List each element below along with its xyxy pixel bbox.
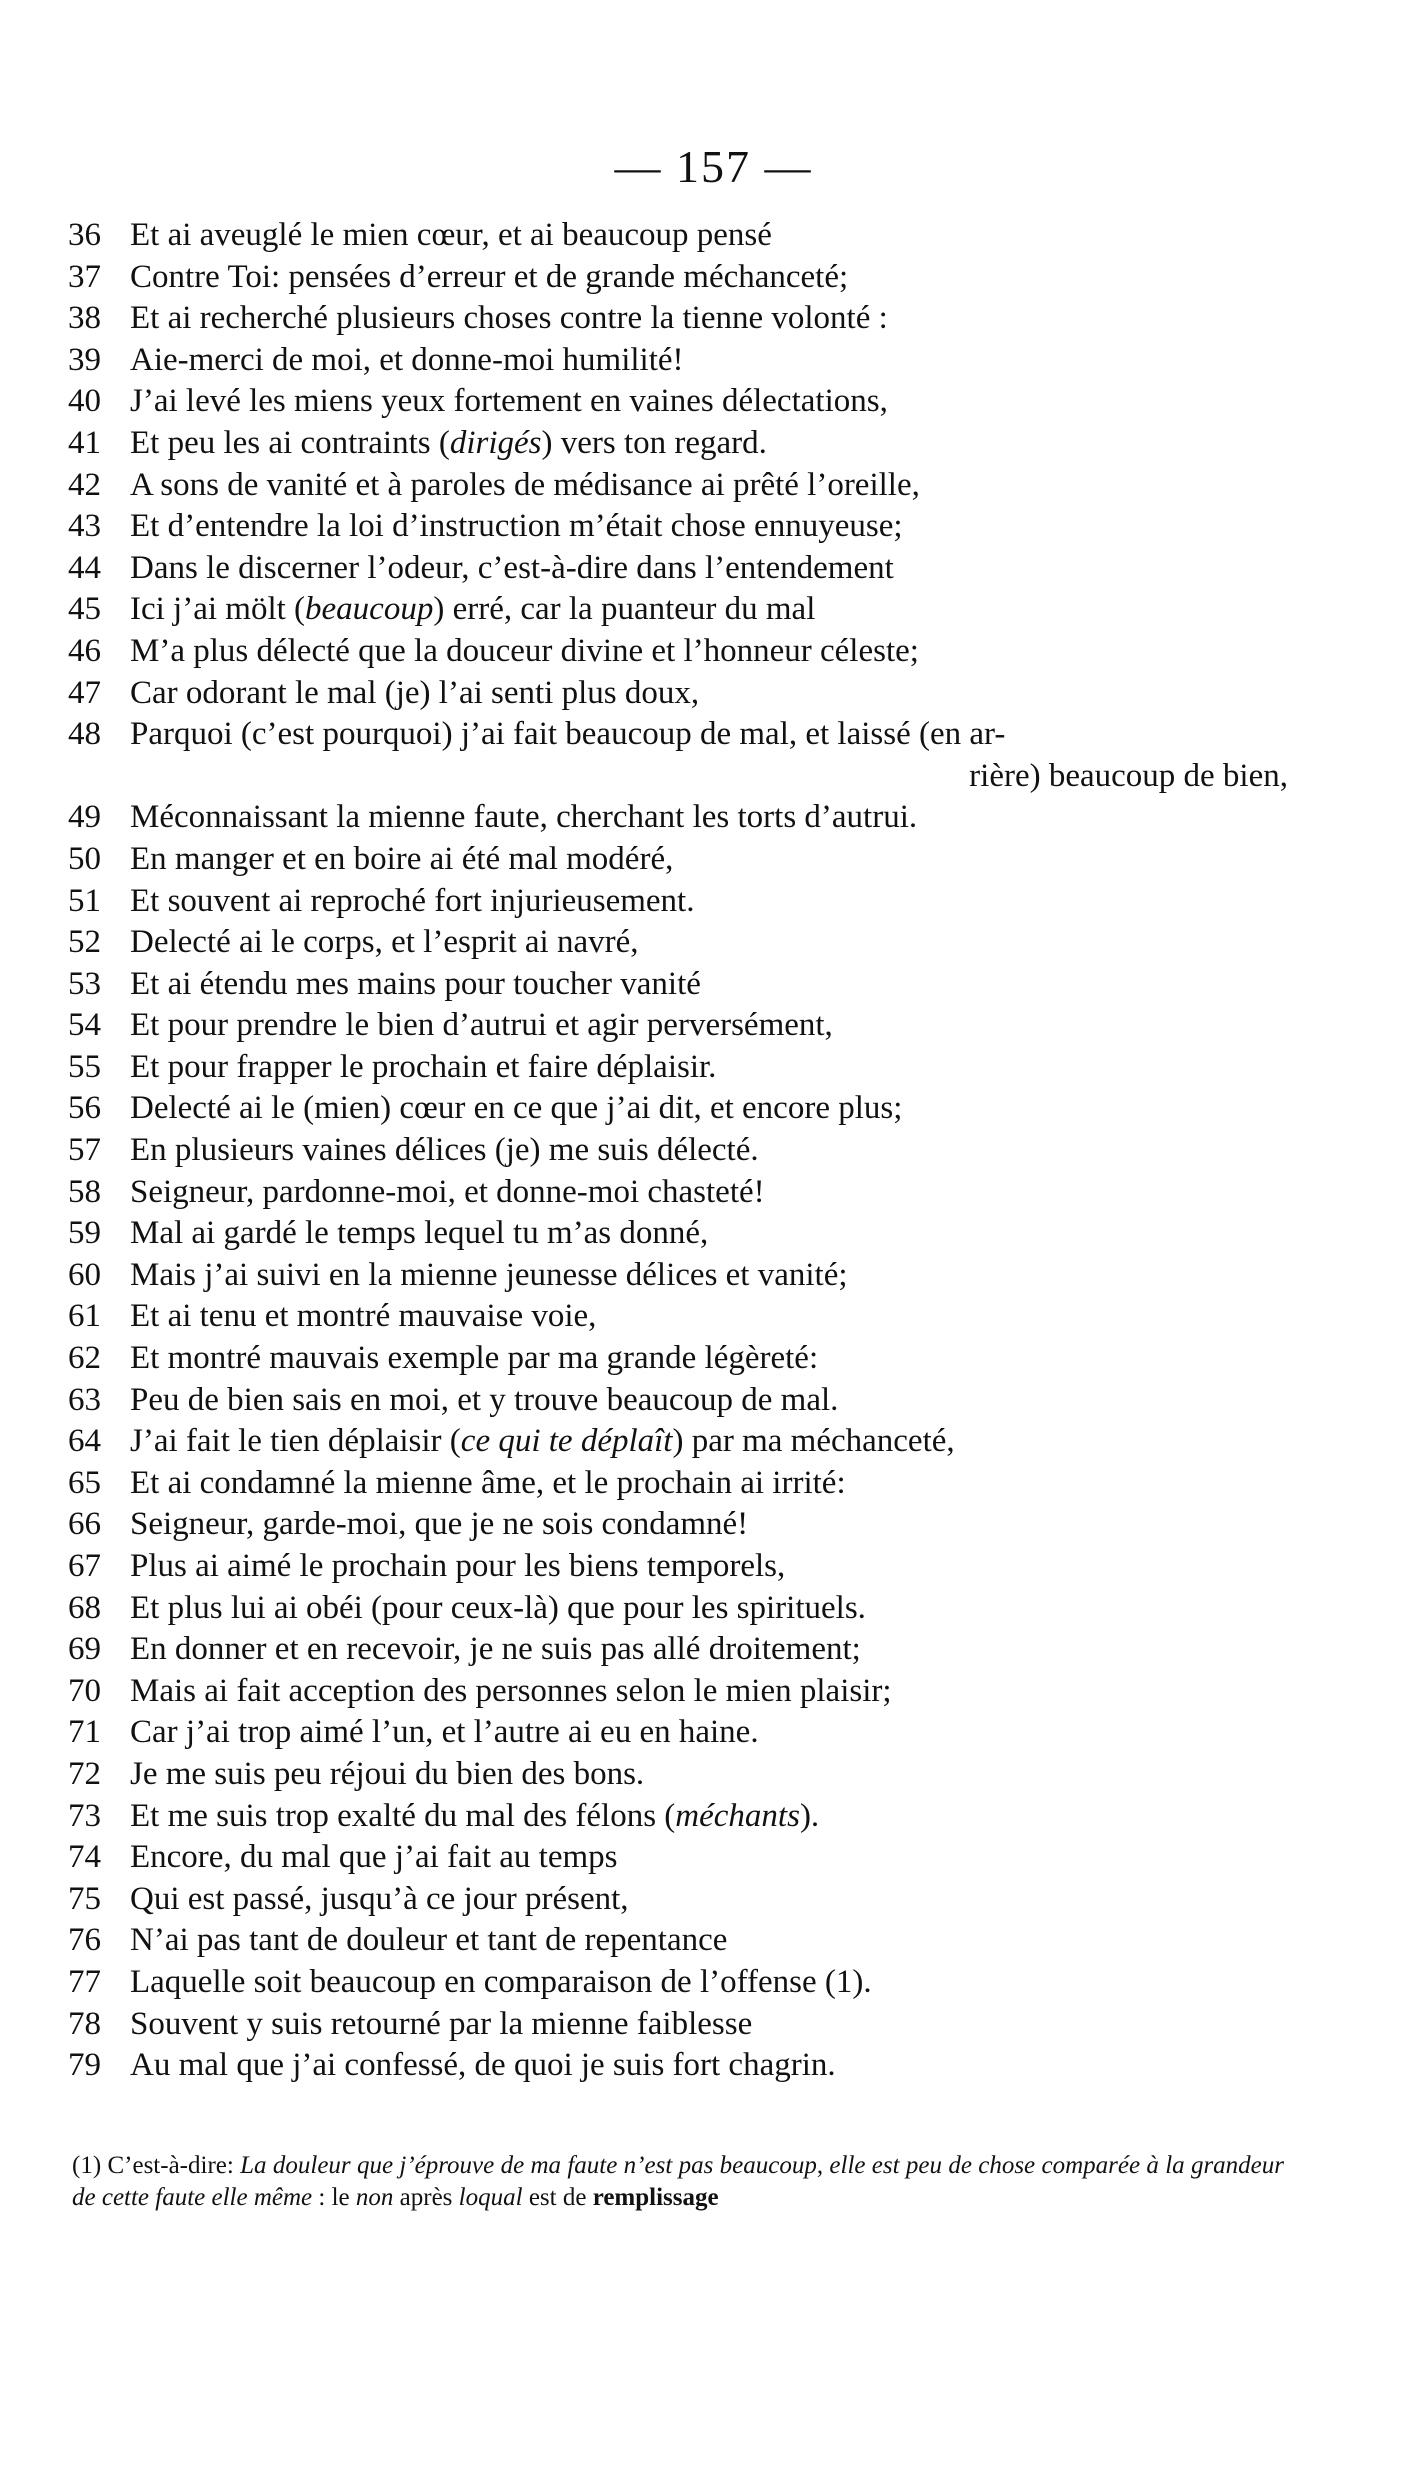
verse-text: [130, 1047, 1288, 1089]
verse-text-part: Méconnaissant la mienne faute, cherchant les torts d’autrui.: [130, 799, 918, 836]
verse-text: [130, 1671, 1288, 1713]
verse-number: 77: [68, 1963, 101, 2000]
verse-list: [68, 215, 1288, 2087]
verse-text-part: Plus ai aimé le prochain pour les biens temporels,: [130, 1548, 786, 1584]
verse-text: [130, 1754, 1288, 1796]
verse-gloss: beaucoup: [305, 591, 434, 628]
footnote-italic-2: elle est peu de chose comparée à la grandeur de cette faute elle même: [72, 2152, 1285, 2211]
verse-text-part: Seigneur, pardonne-moi, et donne-moi chasteté!: [130, 1173, 765, 1210]
verse-line: [68, 1172, 1288, 1214]
verse-text-part: Seigneur, garde-moi, que je ne sois condamné!: [130, 1506, 749, 1543]
verse-number: 69: [68, 1631, 101, 1668]
verse-text: [130, 423, 1288, 465]
verse-line: [68, 1796, 1288, 1838]
verse-text-part: Laquelle soit beaucoup en comparaison de l’offense (1).: [130, 1963, 872, 2000]
footnote-sep-2: : le: [318, 2184, 350, 2211]
footnote-sep-1: ,: [816, 2152, 824, 2179]
footnote-bold: remplissage: [592, 2184, 719, 2211]
verse-text-part: Delecté ai le corps, et l’esprit ai navré,: [130, 924, 639, 961]
verse-text: [130, 1588, 1288, 1630]
verse-text-part: Et ai étendu mes mains pour toucher vanité: [130, 965, 701, 1002]
verse-line: [68, 381, 1288, 423]
verse-text: [130, 298, 1288, 340]
verse-text-part: Souvent y suis retourné par la mienne faiblesse: [130, 2005, 753, 2042]
verse-text-part: Et souvent ai reproché fort injurieusement.: [130, 882, 695, 919]
footnote-marker: (1): [72, 2152, 102, 2179]
verse-number: 41: [68, 424, 101, 461]
verse-text-part: Et pour frapper le prochain et faire déplaisir.: [130, 1048, 717, 1085]
verse-text: [130, 1421, 1288, 1463]
verse-text-part: ).: [799, 1797, 820, 1834]
verse-line: [68, 1047, 1288, 1089]
verse-number: 74: [68, 1839, 101, 1876]
verse-number: 72: [68, 1755, 101, 1792]
verse-line: [68, 797, 1288, 839]
verse-text-part: Et ai aveuglé le mien cœur, et ai beaucoup pensé: [130, 217, 772, 253]
verse-text: [130, 1962, 1288, 2004]
verse-number: 60: [68, 1256, 101, 1293]
verse-text-part: Au mal que j’ai confessé, de quoi je suis fort chagrin.: [130, 2047, 836, 2084]
verse-text: [130, 506, 1288, 548]
verse-line: [68, 423, 1288, 465]
verse-text: [130, 1463, 1288, 1505]
verse-line: [68, 1130, 1288, 1172]
verse-text-part: rière) beaucoup de bien,: [969, 757, 1288, 794]
verse-text: [130, 1380, 1288, 1422]
verse-text-part: Ici j’ai mölt (: [130, 591, 306, 628]
verse-text-part: En manger et en boire ai été mal modéré,: [130, 840, 674, 877]
verse-text-part: ) par ma méchanceté,: [672, 1423, 955, 1460]
verse-text-part: A sons de vanité et à paroles de médisance ai prêté l’oreille,: [130, 466, 920, 503]
footnote-italic-1: La douleur que j’éprouve de ma faute n’est pas beaucoup: [240, 2152, 817, 2179]
verse-text-part: Mais ai fait acception des personnes selon le mien plaisir;: [130, 1672, 892, 1709]
verse-number: 64: [68, 1423, 101, 1460]
verse-text-part: Et ai recherché plusieurs choses contre la tienne volonté :: [130, 300, 888, 337]
verse-text-part: Et ai tenu et montré mauvaise voie,: [130, 1298, 597, 1335]
verse-number: 63: [68, 1381, 101, 1418]
verse-text: [130, 1920, 1288, 1962]
verse-text: [130, 1296, 1288, 1338]
verse-number: 70: [68, 1672, 101, 1709]
verse-text: [130, 340, 1288, 382]
footnote-sep-3: après: [399, 2184, 453, 2211]
verse-line: [68, 922, 1288, 964]
verse-line: [68, 631, 1288, 673]
verse-text: [130, 215, 1288, 257]
verse-text: [130, 2004, 1288, 2046]
verse-text: [130, 1088, 1288, 1130]
verse-text-part: J’ai levé les miens yeux fortement en vaines délectations,: [130, 383, 888, 420]
verse-text: [130, 2045, 1288, 2087]
verse-text-part: Et peu les ai contraints (: [130, 424, 450, 461]
verse-line: [68, 1671, 1288, 1713]
verse-text: [130, 964, 1288, 1006]
verse-text: [130, 1213, 1288, 1255]
verse-text: [130, 839, 1288, 881]
footnote-italic-3: non: [355, 2184, 394, 2211]
verse-number: 78: [68, 2005, 101, 2042]
verse-text: [130, 714, 1288, 756]
verse-text-part: ) erré, car la puanteur du mal: [433, 591, 816, 628]
verse-text: [130, 548, 1288, 590]
verse-text: [130, 1546, 1288, 1588]
verse-number: 44: [68, 549, 101, 586]
verse-number: 73: [68, 1797, 101, 1834]
verse-text: [130, 1338, 1288, 1380]
verse-line: [68, 1088, 1288, 1130]
verse-number: 37: [68, 258, 101, 295]
verse-number: 66: [68, 1506, 101, 1543]
verse-text: [130, 1629, 1288, 1671]
verse-text: [130, 589, 1288, 631]
verse-text: [130, 1879, 1288, 1921]
verse-text-part: Et montré mauvais exemple par ma grande légèreté:: [130, 1340, 819, 1377]
verse-text-part: Et pour prendre le bien d’autrui et agir perversément,: [130, 1007, 833, 1044]
verse-text-part: Et me suis trop exalté du mal des félons (: [130, 1797, 676, 1834]
footnote: [72, 2150, 1284, 2214]
verse-number: 40: [68, 383, 101, 420]
verse-line: [68, 714, 1288, 756]
verse-text-part: Contre Toi: pensées d’erreur et de grande méchanceté;: [130, 258, 849, 295]
verse-line: [68, 1005, 1288, 1047]
verse-line: [68, 1213, 1288, 1255]
verse-text-part: J’ai fait le tien déplaisir (: [130, 1423, 461, 1460]
verse-text-part: Je me suis peu réjoui du bien des bons.: [130, 1755, 645, 1792]
verse-number: 50: [68, 840, 101, 877]
verse-text-part: ) vers ton regard.: [541, 424, 767, 461]
verse-number: 38: [68, 300, 101, 337]
verse-text: [130, 1837, 1288, 1879]
verse-line: [68, 1255, 1288, 1297]
verse-number: 68: [68, 1589, 101, 1626]
verse-number: 52: [68, 924, 101, 961]
verse-line-continuation: [68, 756, 1288, 798]
verse-line: [68, 340, 1288, 382]
verse-number: 61: [68, 1298, 101, 1335]
verse-line: [68, 1338, 1288, 1380]
verse-number: 56: [68, 1090, 101, 1127]
verse-text-part: Parquoi (c’est pourquoi) j’ai fait beaucoup de mal, et laissé (en ar-: [130, 716, 1006, 753]
verse-line: [68, 1504, 1288, 1546]
verse-line: [68, 298, 1288, 340]
verse-number: 53: [68, 965, 101, 1002]
verse-number: 42: [68, 466, 101, 503]
verse-line: [68, 1546, 1288, 1588]
verse-number: 48: [68, 716, 101, 753]
verse-text-part: Et d’entendre la loi d’instruction m’était chose ennuyeuse;: [130, 508, 903, 545]
verse-line: [68, 881, 1288, 923]
verse-number: 71: [68, 1714, 101, 1751]
verse-line: [68, 506, 1288, 548]
verse-number: 57: [68, 1132, 101, 1169]
verse-line: [68, 1588, 1288, 1630]
verse-text: [130, 1796, 1288, 1838]
verse-line: [68, 964, 1288, 1006]
verse-text-part: Car odorant le mal (je) l’ai senti plus doux,: [130, 674, 700, 711]
verse-number: 47: [68, 674, 101, 711]
verse-line: [68, 1920, 1288, 1962]
verse-text: [130, 1130, 1288, 1172]
verse-number: 75: [68, 1880, 101, 1917]
page-header: — 157 —: [614, 141, 813, 192]
verse-number: 45: [68, 591, 101, 628]
verse-text-part: Mais j’ai suivi en la mienne jeunesse délices et vanité;: [130, 1256, 848, 1293]
verse-text: [130, 257, 1288, 299]
verse-line: [68, 1962, 1288, 2004]
verse-number: 54: [68, 1007, 101, 1044]
verse-text: [130, 1712, 1288, 1754]
verse-number: 46: [68, 632, 101, 669]
verse-text-part: Encore, du mal que j’ai fait au temps: [130, 1839, 618, 1876]
verse-text: [130, 1005, 1288, 1047]
verse-gloss: méchants: [675, 1797, 800, 1834]
verse-line: [68, 1712, 1288, 1754]
verse-line: [68, 215, 1288, 257]
verse-gloss: ce qui te déplaît: [460, 1423, 673, 1460]
verse-text: [130, 465, 1288, 507]
footnote-italic-4: loqual: [458, 2184, 523, 2211]
verse-line: [68, 548, 1288, 590]
verse-text-part: Peu de bien sais en moi, et y trouve beaucoup de mal.: [130, 1381, 839, 1418]
verse-text-part: Mal ai gardé le temps lequel tu m’as donné,: [130, 1215, 709, 1252]
verse-line: [68, 257, 1288, 299]
verse-number: 55: [68, 1048, 101, 1085]
verse-line: [68, 2004, 1288, 2046]
verse-text-part: M’a plus délecté que la douceur divine et l’honneur céleste;: [130, 632, 919, 669]
verse-text-part: Aie-merci de moi, et donne-moi humilité!: [130, 341, 684, 378]
verse-gloss: dirigés: [449, 424, 542, 461]
verse-text-part: Qui est passé, jusqu’à ce jour présent,: [130, 1880, 629, 1917]
verse-number: 58: [68, 1173, 101, 1210]
verse-text-part: En plusieurs vaines délices (je) me suis délecté.: [130, 1132, 759, 1169]
verse-number: 49: [68, 799, 101, 836]
verse-text-part: N’ai pas tant de douleur et tant de repentance: [130, 1922, 728, 1959]
verse-text-part: Car j’ai trop aimé l’un, et l’autre ai eu en haine.: [130, 1714, 759, 1751]
verse-text: [969, 756, 1288, 798]
verse-line: [68, 673, 1288, 715]
verse-text: [130, 922, 1288, 964]
verse-number: 76: [68, 1922, 101, 1959]
verse-text: [130, 381, 1288, 423]
verse-text-part: Dans le discerner l’odeur, c’est-à-dire dans l’entendement: [130, 549, 894, 586]
verse-text: [130, 673, 1288, 715]
verse-number: 51: [68, 882, 101, 919]
verse-line: [68, 1837, 1288, 1879]
verse-line: [68, 1754, 1288, 1796]
verse-number: 79: [68, 2047, 101, 2084]
verse-line: [68, 1879, 1288, 1921]
verse-number: 39: [68, 341, 101, 378]
verse-number: 43: [68, 508, 101, 545]
footnote-sep-4: est de: [528, 2184, 587, 2211]
verse-text: [130, 797, 1288, 839]
verse-line: [68, 1380, 1288, 1422]
verse-line: [68, 2045, 1288, 2087]
verse-text-part: Et ai condamné la mienne âme, et le prochain ai irrité:: [130, 1464, 846, 1501]
verse-text: [130, 1255, 1288, 1297]
verse-line: [68, 589, 1288, 631]
verse-line: [68, 465, 1288, 507]
verse-line: [68, 1296, 1288, 1338]
verse-text: [130, 631, 1288, 673]
verse-line: [68, 839, 1288, 881]
verse-text: [130, 1172, 1288, 1214]
verse-text-part: En donner et en recevoir, je ne suis pas allé droitement;: [130, 1631, 861, 1668]
verse-line: [68, 1629, 1288, 1671]
verse-line: [68, 1421, 1288, 1463]
verse-text: [130, 1504, 1288, 1546]
verse-text-part: Et plus lui ai obéi (pour ceux-là) que pour les spirituels.: [130, 1589, 866, 1626]
verse-number: 59: [68, 1215, 101, 1252]
footnote-lead: C’est-à-dire:: [107, 2152, 234, 2179]
verse-number: 62: [68, 1340, 101, 1377]
verse-text: [130, 881, 1288, 923]
verse-number: 65: [68, 1464, 101, 1501]
verse-number: 36: [68, 217, 101, 253]
verse-text-part: Delecté ai le (mien) cœur en ce que j’ai dit, et encore plus;: [130, 1090, 903, 1127]
verse-line: [68, 1463, 1288, 1505]
verse-number: 67: [68, 1548, 101, 1584]
